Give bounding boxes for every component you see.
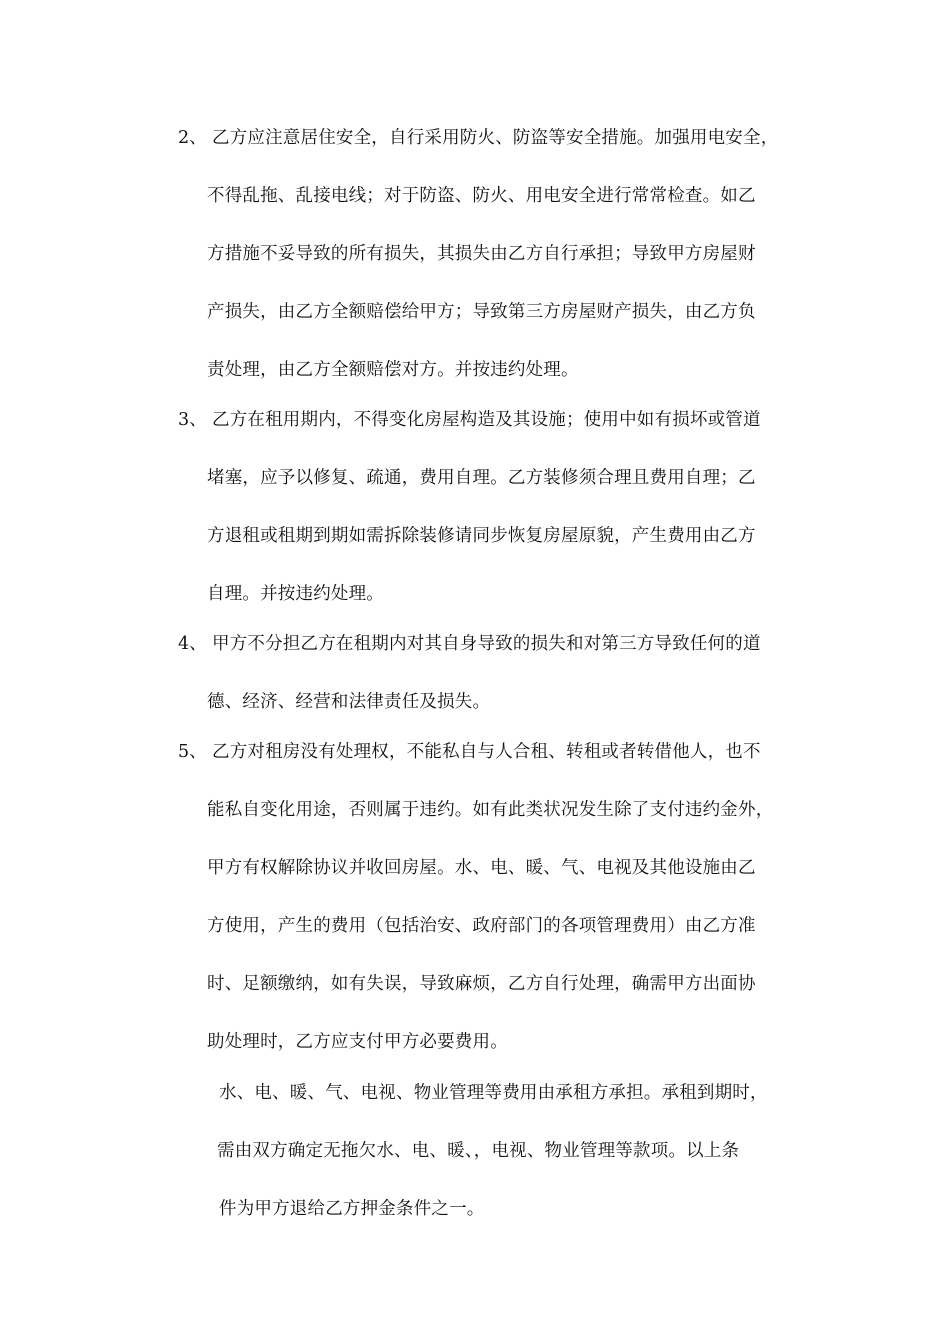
paragraph-line: 水、电、暖、气、电视、物业管理等费用由承租方承担。承租到期时， (219, 1083, 768, 1103)
clause-line: 乙方应注意居住安全，自行采用防火、防盗等安全措施。加强用电安全， (212, 128, 779, 148)
clause-line: 责处理，由乙方全额赔偿对方。并按违约处理。 (207, 360, 579, 380)
paragraph-line: 需由双方确定无拖欠水、电、暖、，电视、物业管理等款项。以上条 (217, 1141, 740, 1161)
clause-line: 堵塞，应予以修复、疏通，费用自理。乙方装修须合理且费用自理；乙 (207, 468, 756, 488)
clause-line: 能私自变化用途，否则属于违约。如有此类状况发生除了支付违约金外， (207, 800, 774, 820)
clause-line: 自理。并按违约处理。 (207, 584, 384, 604)
clause-line: 产损失，由乙方全额赔偿给甲方；导致第三方房屋财产损失，由乙方负 (207, 302, 756, 322)
clause-line: 时、足额缴纳，如有失误，导致麻烦，乙方自行处理，确需甲方出面协 (207, 974, 756, 994)
clause-line: 甲方不分担乙方在租期内对其自身导致的损失和对第三方导致任何的道 (212, 634, 761, 654)
clause-line: 甲方有权解除协议并收回房屋。水、电、暖、气、电视及其他设施由乙 (207, 858, 756, 878)
paragraph-line: 件为甲方退给乙方押金条件之一。 (219, 1199, 485, 1219)
clause-line: 乙方对租房没有处理权，不能私自与人合租、转租或者转借他人，也不 (212, 742, 761, 762)
clause-line: 不得乱拖、乱接电线；对于防盗、防火、用电安全进行常常检查。如乙 (207, 186, 756, 206)
clause-line: 助处理时，乙方应支付甲方必要费用。 (207, 1032, 508, 1052)
clause-line: 方使用，产生的费用（包括治安、政府部门的各项管理费用）由乙方准 (207, 916, 756, 936)
clause-line: 方退租或租期到期如需拆除装修请同步恢复房屋原貌，产生费用由乙方 (207, 526, 756, 546)
clause-number: 3、 (178, 410, 207, 430)
clause-number: 5、 (178, 742, 207, 762)
clause-number: 4、 (178, 634, 207, 654)
clause-number: 2、 (178, 128, 207, 148)
clause-line: 方措施不妥导致的所有损失，其损失由乙方自行承担；导致甲方房屋财 (207, 244, 756, 264)
clause-line: 乙方在租用期内，不得变化房屋构造及其设施；使用中如有损坏或管道 (212, 410, 761, 430)
clause-line: 德、经济、经营和法律责任及损失。 (207, 692, 491, 712)
